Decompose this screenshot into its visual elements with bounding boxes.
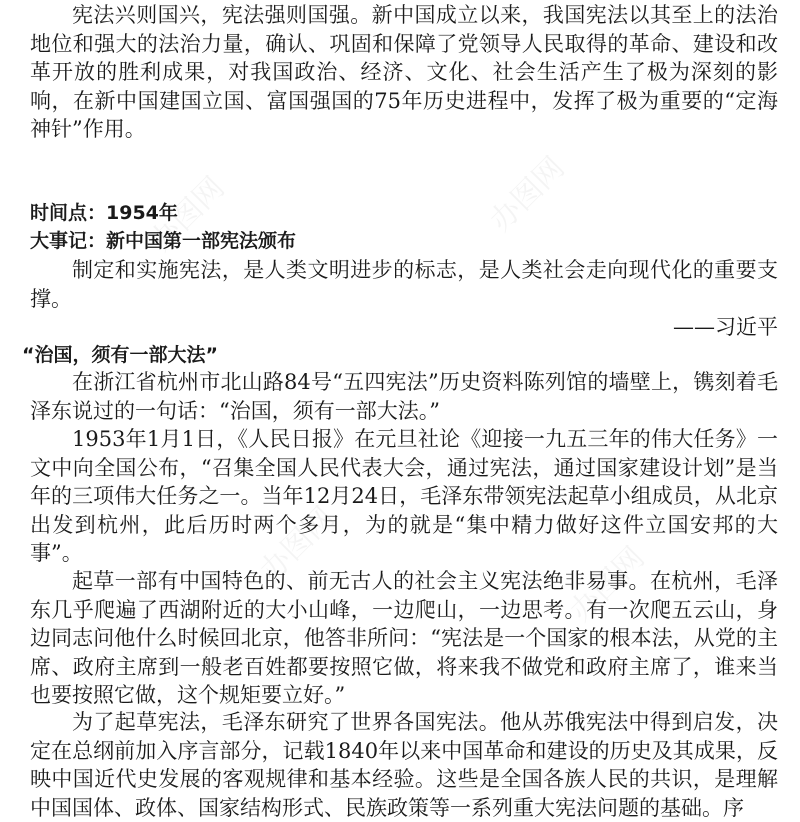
body-paragraph-4: 为了起草宪法，毛泽东研究了世界各国宪法。他从苏俄宪法中得到启发，决定在总纲前加入序言部分，记载1840年以来中国革命和建设的历史及其成果，反映中国近代史发展的客观规律和基本经验。这些是全国各族人民的共识，是理解中国国体、政体、国家结构形式、民族政策等一系列重大宪法问题的基础。序 — [30, 710, 778, 820]
section-subheading: “治国，须有一部大法” — [22, 344, 218, 366]
body-paragraph-1: 在浙江省杭州市北山路84号“五四宪法”历史资料陈列馆的墙壁上，镌刻着毛泽东说过的一句话：“治国，须有一部大法。” — [30, 370, 778, 423]
timepoint-heading: 时间点：1954年 — [30, 202, 178, 224]
body-paragraph-2: 1953年1月1日，《人民日报》在元旦社论《迎接一九五三年的伟大任务》一文中向全国公布，“召集全国人民代表大会，通过宪法，通过国家建设计划”是当年的三项伟大任务之一。当年12月24日，毛泽东带领宪法起草小组成员，从北京出发到杭州，此后历时两个多月，为的就是“集中精力做好这件立国安邦的大事”。 — [30, 427, 778, 565]
quote-attribution: ——习近平 — [673, 315, 778, 339]
event-heading: 大事记：新中国第一部宪法颁布 — [30, 230, 297, 252]
quote-text: 制定和实施宪法，是人类文明进步的标志，是人类社会走向现代化的重要支撑。 — [30, 258, 778, 311]
watermark — [478, 145, 573, 240]
intro-paragraph: 宪法兴则国兴，宪法强则国强。新中国成立以来，我国宪法以其至上的法治地位和强大的法治力量，确认、巩固和保障了党领导人民取得的革命、建设和改革开放的胜利成果，对我国政治、经济、文化、社会生活产生了极为深刻的影响，在新中国建国立国、富国强国的75年历史进程中，发挥了极为重要的“定海神针”作用。 — [30, 3, 778, 141]
body-paragraph-3: 起草一部有中国特色的、前无古人的社会主义宪法绝非易事。在杭州，毛泽东几乎爬遍了西湖附近的大小山峰，一边爬山，一边思考。有一次爬五云山，身边同志问他什么时候回北京，他答非所问：“宪法是一个国家的根本法，从党的主席、政府主席到一般老百姓都要按照它做，将来我不做党和政府主席了，谁来当也要按照它做，这个规矩要立好。” — [30, 569, 778, 707]
